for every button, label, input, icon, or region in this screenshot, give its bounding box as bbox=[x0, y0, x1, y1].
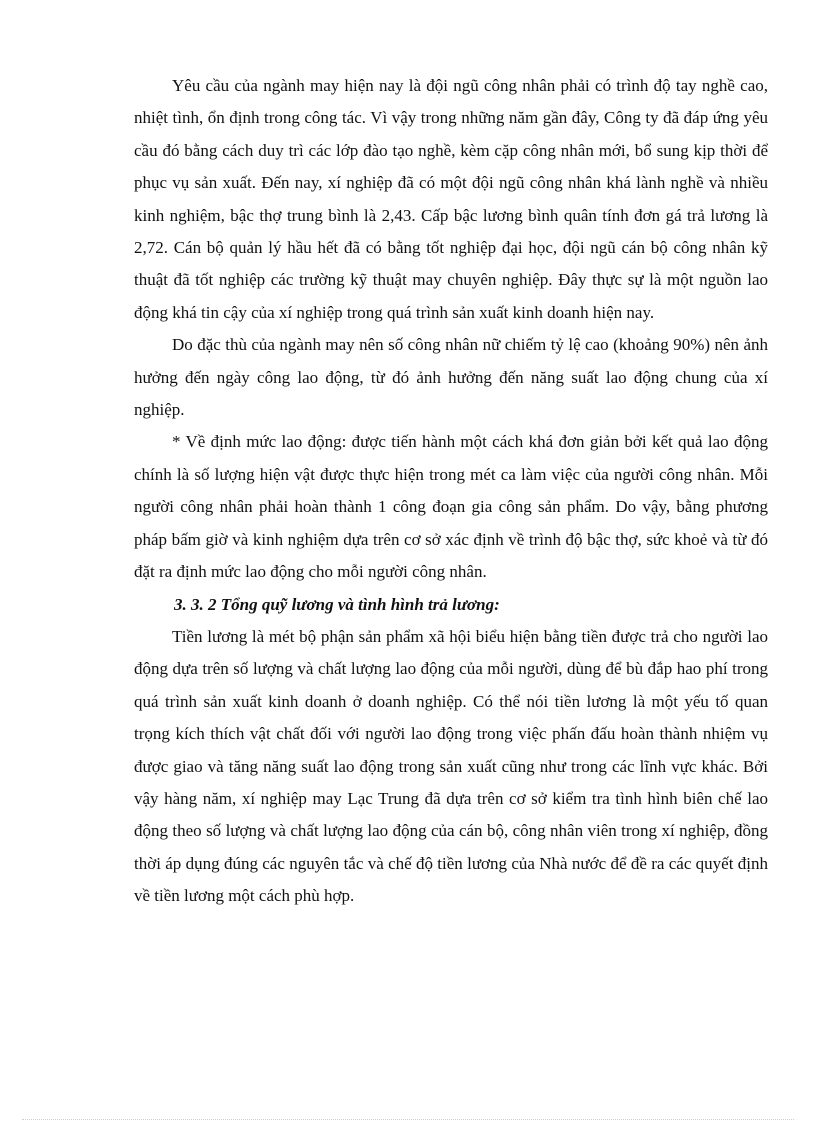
paragraph-workforce-qualification: Yêu cầu của ngành may hiện nay là đội ngũ công nhân phải có trình độ tay nghề cao, nhiệt tình, ổn định trong công tác. Vì vậy trong những năm gần đây, Công ty đã đáp ứng yêu cầu đó bằng cách duy trì các lớp đào tạo nghề, kèm cặp công nhân mới, bổ sung kịp thời để phục vụ sản xuất. Đến nay, xí nghiệp đã có một đội ngũ công nhân khá lành nghề và nhiều kinh nghiệm, bậc thợ trung bình là 2,43. Cấp bậc lương bình quân tính đơn gá trả lương là 2,72. Cán bộ quản lý hầu hết đã có bằng tốt nghiệp đại học, đội ngũ cán bộ công nhân kỹ thuật đã tốt nghiệp các trường kỹ thuật may chuyên nghiệp. Đây thực sự là một nguồn lao động khá tin cậy của xí nghiệp trong quá trình sản xuất kinh doanh hiện nay. bbox=[134, 76, 768, 322]
paragraph-wages: Tiền lương là mét bộ phận sản phẩm xã hội biểu hiện bằng tiền được trả cho người lao động dựa trên số lượng và chất lượng lao động của mỗi người, dùng để bù đắp hao phí trong quá trình sản xuất kinh doanh ở doanh nghiệp. Có thể nói tiền lương là một yếu tố quan trọng kích thích vật chất đối với người lao động trong việc phấn đấu hoàn thành nhiệm vụ được giao và tăng năng suất lao động trong sản xuất cũng như trong các lĩnh vực khác. Bởi vậy hàng năm, xí nghiệp may Lạc Trung đã dựa trên cơ sở kiểm tra tình hình biên chế lao động theo số lượng và chất lượng lao động của cán bộ, công nhân viên trong xí nghiệp, đồng thời áp dụng đúng các nguyên tắc và chế độ tiền lương của Nhà nước để đề ra các quyết định về tiền lương một cách phù hợp. bbox=[134, 626, 768, 906]
page-bottom-divider bbox=[22, 1119, 794, 1120]
document-page bbox=[134, 70, 768, 913]
paragraph-labor-norms: * Về định mức lao động: được tiến hành một cách khá đơn giản bởi kết quả lao động chính là số lượng hiện vật được thực hiện trong mét ca làm việc của người công nhân. Mỗi người công nhân phải hoàn thành 1 công đoạn gia công sản phẩm. Do vậy, bằng phương pháp bấm giờ và kinh nghiệm dựa trên cơ sở xác định về trình độ bậc thợ, sức khoẻ và từ đó đặt ra định mức lao động cho mỗi người công nhân. bbox=[134, 432, 768, 582]
paragraph-female-workers: Do đặc thù của ngành may nên số công nhân nữ chiếm tỷ lệ cao (khoảng 90%) nên ảnh hưởng đến ngày công lao động, từ đó ảnh hưởng đến năng suất lao động chung của xí nghiệp. bbox=[134, 335, 768, 420]
section-heading: 3. 3. 2 Tổng quỹ lương và tình hình trả lương: bbox=[174, 594, 500, 614]
